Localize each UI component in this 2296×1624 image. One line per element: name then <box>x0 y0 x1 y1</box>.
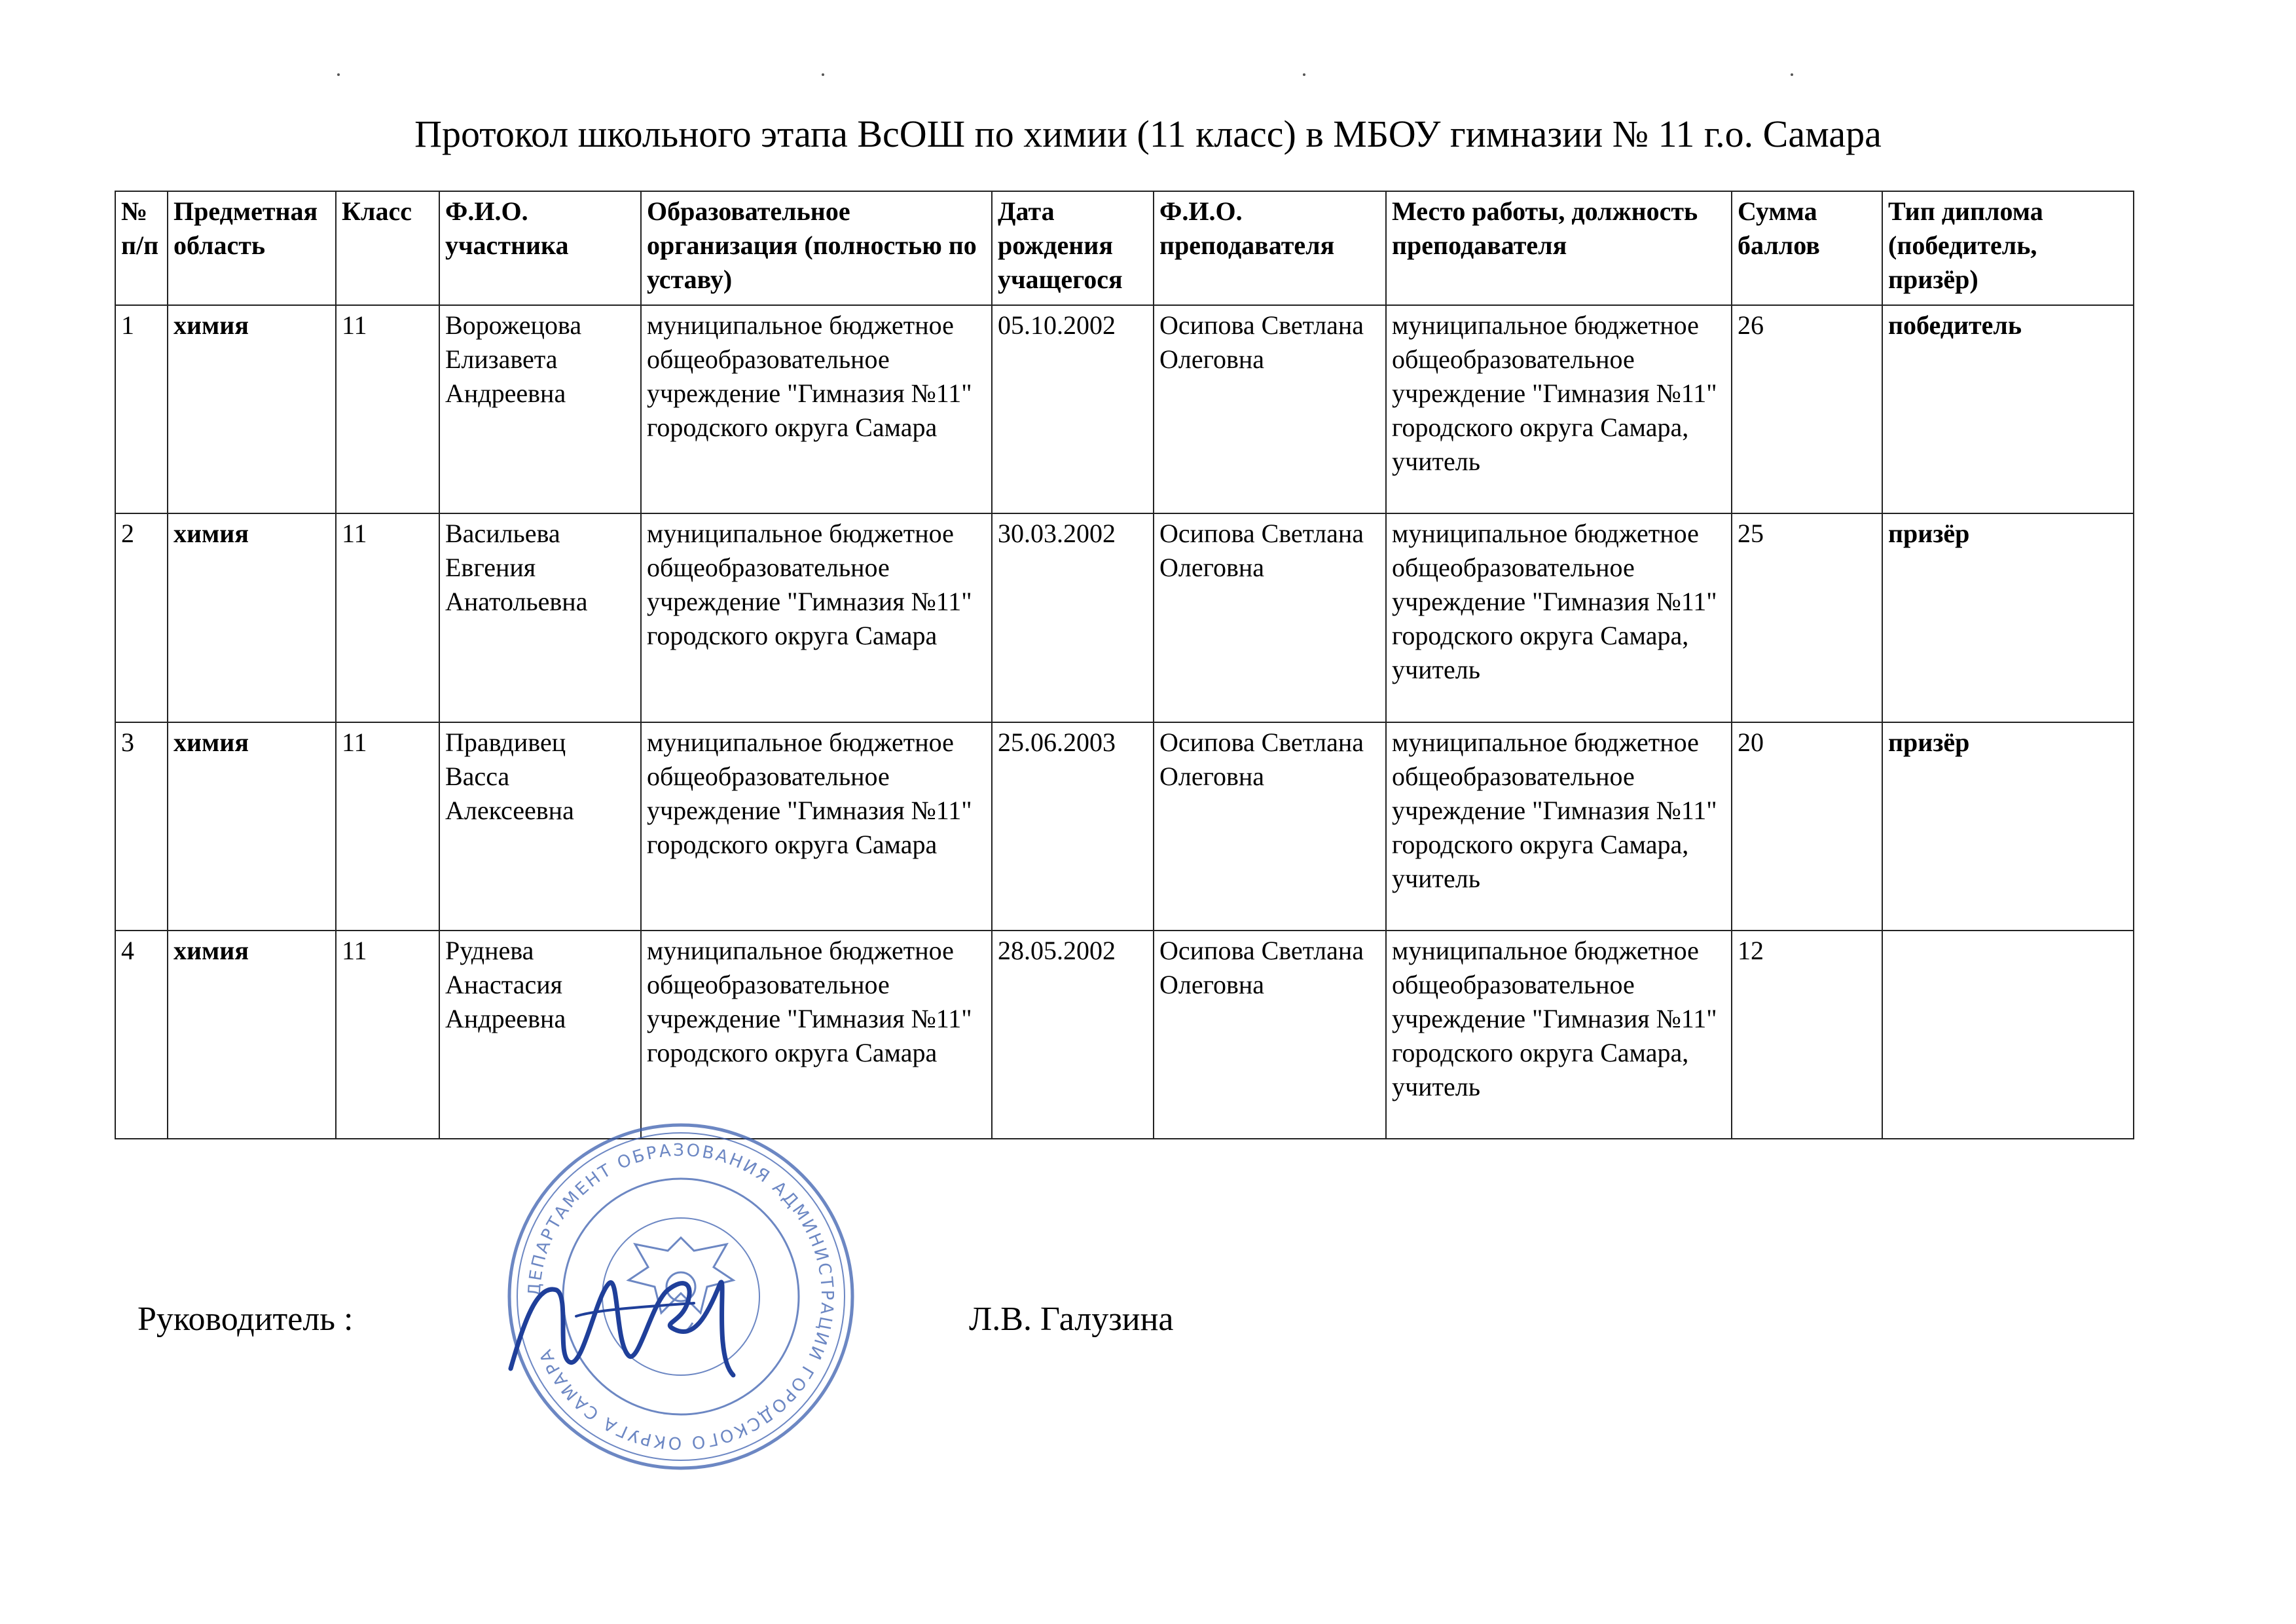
cell-organization: муниципальное бюджетное общеобразовательное учреждение "Гимназия №11" городского округа Самара <box>641 722 992 931</box>
signature-icon <box>498 1244 759 1401</box>
cell-teacher: Осипова Светлана Олеговна <box>1154 513 1386 722</box>
cell-student: Васильева Евгения Анатольевна <box>439 513 641 722</box>
cell-diploma <box>1882 931 2134 1139</box>
cell-diploma: призёр <box>1882 513 2134 722</box>
cell-score: 12 <box>1732 931 1882 1139</box>
header-student: Ф.И.О. участника <box>439 191 641 305</box>
cell-student: Ворожецова Елизавета Андреевна <box>439 305 641 513</box>
table-row <box>115 305 2134 513</box>
cell-subject: химия <box>168 305 336 513</box>
cell-teacher: Осипова Светлана Олеговна <box>1154 931 1386 1139</box>
cell-teacher: Осипова Светлана Олеговна <box>1154 722 1386 931</box>
header-birthdate: Дата рождения учащегося <box>992 191 1154 305</box>
cell-birthdate: 30.03.2002 <box>992 513 1154 722</box>
cell-workplace: муниципальное бюджетное общеобразовательное учреждение "Гимназия №11" городского округа Самара, учитель <box>1386 931 1732 1139</box>
stamp-outer-text: ДЕПАРТАМЕНТ ОБРАЗОВАНИЯ АДМИНИСТРАЦИИ ГОРОДСКОГО ОКРУГА САМАРА <box>524 1140 837 1453</box>
scan-speck <box>1791 73 1793 76</box>
header-subject: Предметная область <box>168 191 336 305</box>
cell-num: 2 <box>115 513 168 722</box>
cell-subject: химия <box>168 722 336 931</box>
scan-speck <box>1303 73 1305 76</box>
cell-score: 20 <box>1732 722 1882 931</box>
cell-workplace: муниципальное бюджетное общеобразовательное учреждение "Гимназия №11" городского округа Самара, учитель <box>1386 305 1732 513</box>
header-num: № п/п <box>115 191 168 305</box>
cell-student: Руднева Анастасия Андреевна <box>439 931 641 1139</box>
header-workplace: Место работы, должность преподавателя <box>1386 191 1732 305</box>
table-row <box>115 513 2134 722</box>
header-teacher: Ф.И.О. преподавателя <box>1154 191 1386 305</box>
protocol-table <box>115 191 2134 1139</box>
header-diploma: Тип диплома (победитель, призёр) <box>1882 191 2134 305</box>
scan-speck <box>337 73 340 76</box>
cell-workplace: муниципальное бюджетное общеобразовательное учреждение "Гимназия №11" городского округа Самара, учитель <box>1386 722 1732 931</box>
header-organization: Образовательное организация (полностью по уставу) <box>641 191 992 305</box>
cell-subject: химия <box>168 513 336 722</box>
table-header-row <box>115 191 2134 305</box>
cell-birthdate: 05.10.2002 <box>992 305 1154 513</box>
scan-speck <box>822 73 824 76</box>
cell-score: 25 <box>1732 513 1882 722</box>
header-score: Сумма баллов <box>1732 191 1882 305</box>
cell-grade: 11 <box>336 931 439 1139</box>
footer-head-label: Руководитель : <box>137 1301 354 1338</box>
cell-student: Правдивец Васса Алексеевна <box>439 722 641 931</box>
cell-grade: 11 <box>336 305 439 513</box>
cell-num: 1 <box>115 305 168 513</box>
header-grade: Класс <box>336 191 439 305</box>
cell-diploma: победитель <box>1882 305 2134 513</box>
cell-birthdate: 25.06.2003 <box>992 722 1154 931</box>
cell-score: 26 <box>1732 305 1882 513</box>
cell-diploma: призёр <box>1882 722 2134 931</box>
cell-grade: 11 <box>336 513 439 722</box>
cell-grade: 11 <box>336 722 439 931</box>
cell-birthdate: 28.05.2002 <box>992 931 1154 1139</box>
cell-workplace: муниципальное бюджетное общеобразовательное учреждение "Гимназия №11" городского округа Самара, учитель <box>1386 513 1732 722</box>
footer-head-name: Л.В. Галузина <box>969 1301 1174 1338</box>
cell-organization: муниципальное бюджетное общеобразовательное учреждение "Гимназия №11" городского округа Самара <box>641 305 992 513</box>
document-title: Протокол школьного этапа ВсОШ по химии (11 класс) в МБОУ гимназии № 11 г.о. Самара <box>414 113 1882 155</box>
cell-num: 4 <box>115 931 168 1139</box>
table-row <box>115 931 2134 1139</box>
table-row <box>115 722 2134 931</box>
cell-organization: муниципальное бюджетное общеобразовательное учреждение "Гимназия №11" городского округа Самара <box>641 931 992 1139</box>
cell-organization: муниципальное бюджетное общеобразовательное учреждение "Гимназия №11" городского округа Самара <box>641 513 992 722</box>
cell-teacher: Осипова Светлана Олеговна <box>1154 305 1386 513</box>
cell-subject: химия <box>168 931 336 1139</box>
cell-num: 3 <box>115 722 168 931</box>
